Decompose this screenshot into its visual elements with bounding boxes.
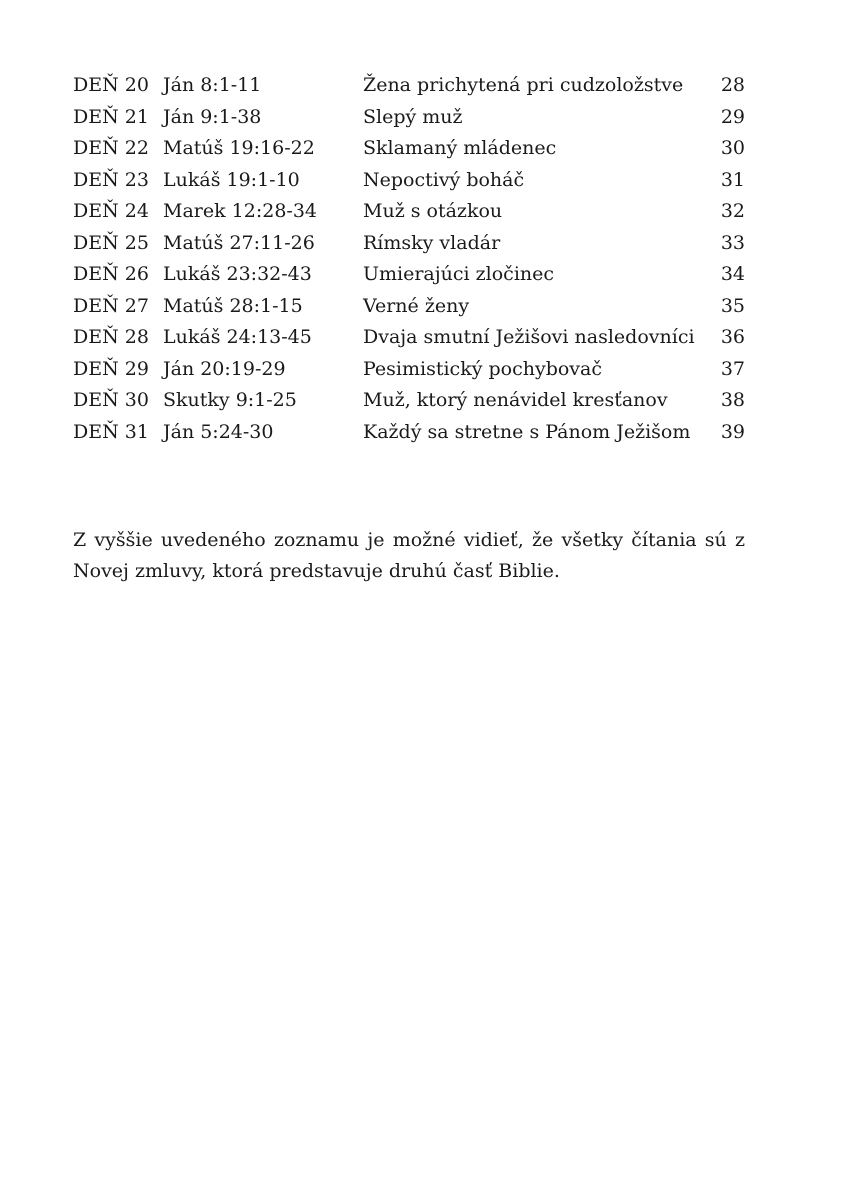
day-label: DEŇ 28 [73, 326, 149, 348]
reading-plan-list [73, 70, 745, 448]
bible-reference: Marek 12:28-34 [163, 200, 318, 222]
reading-title: Každý sa stretne s Pánom Ježišom [363, 420, 691, 443]
page-number: 31 [720, 168, 745, 191]
bible-reference: Skutky 9:1-25 [163, 389, 297, 411]
reading-title: Verné ženy [363, 294, 470, 317]
page-number: 30 [720, 137, 745, 159]
bible-reference: Ján 9:1-38 [163, 105, 262, 128]
reading-row [73, 417, 745, 449]
page-number: 39 [720, 420, 745, 443]
bible-reference: Lukáš 19:1-10 [163, 168, 300, 191]
reading-row [73, 322, 745, 354]
day-label: DEŇ 25 [73, 231, 149, 254]
reading-title: Sklamaný mládenec [363, 137, 557, 159]
reading-title: Dvaja smutní Ježišovi nasledovníci [363, 326, 695, 348]
page-number: 29 [720, 105, 745, 128]
page-number: 37 [720, 357, 745, 380]
reading-title: Muž s otázkou [363, 200, 503, 222]
reading-title: Slepý muž [363, 105, 463, 128]
day-label: DEŇ 31 [73, 420, 149, 443]
reading-title: Rímsky vladár [363, 231, 501, 254]
day-label: DEŇ 27 [73, 294, 149, 317]
day-label: DEŇ 20 [73, 74, 149, 96]
reading-row [73, 354, 745, 386]
reading-row [73, 70, 745, 102]
page-number: 33 [720, 231, 745, 254]
page-number: 35 [720, 294, 745, 317]
page-number: 32 [720, 200, 745, 222]
page-number: 34 [720, 263, 745, 285]
day-label: DEŇ 23 [73, 168, 149, 191]
reading-title: Žena prichytená pri cudzoložstve [363, 74, 684, 96]
reading-row [73, 102, 745, 134]
bible-reference: Lukáš 23:32-43 [163, 263, 312, 285]
bible-reference: Ján 20:19-29 [163, 357, 286, 380]
bible-reference: Matúš 27:11-26 [163, 231, 315, 254]
day-label: DEŇ 29 [73, 357, 149, 380]
page-number: 38 [720, 389, 745, 411]
page-number: 28 [720, 74, 745, 96]
day-label: DEŇ 21 [73, 105, 149, 128]
reading-title: Nepoctivý boháč [363, 168, 525, 191]
bible-reference: Matúš 28:1-15 [163, 294, 303, 317]
reading-title: Muž, ktorý nenávidel kresťanov [363, 389, 668, 411]
day-label: DEŇ 30 [73, 389, 149, 411]
bible-reference: Lukáš 24:13-45 [163, 326, 312, 348]
reading-row [73, 165, 745, 197]
bible-reference: Ján 5:24-30 [163, 420, 274, 443]
reading-title: Pesimistický pochybovač [363, 357, 603, 380]
reading-title: Umierajúci zločinec [363, 263, 555, 285]
day-label: DEŇ 22 [73, 137, 149, 159]
reading-row [73, 133, 745, 165]
day-label: DEŇ 24 [73, 200, 149, 222]
day-label: DEŇ 26 [73, 263, 149, 285]
reading-row [73, 196, 745, 228]
reading-row [73, 385, 745, 417]
reading-row [73, 291, 745, 323]
page-number: 36 [720, 326, 745, 348]
bible-reference: Ján 8:1-11 [163, 74, 262, 96]
reading-row [73, 228, 745, 260]
bible-reference: Matúš 19:16-22 [163, 137, 315, 159]
summary-paragraph: Z vyššie uvedeného zoznamu je možné vidieť, že všetky čítania sú z Novej zmluvy, ktorá predstavuje druhú časť Biblie. [73, 529, 745, 582]
reading-row [73, 259, 745, 291]
